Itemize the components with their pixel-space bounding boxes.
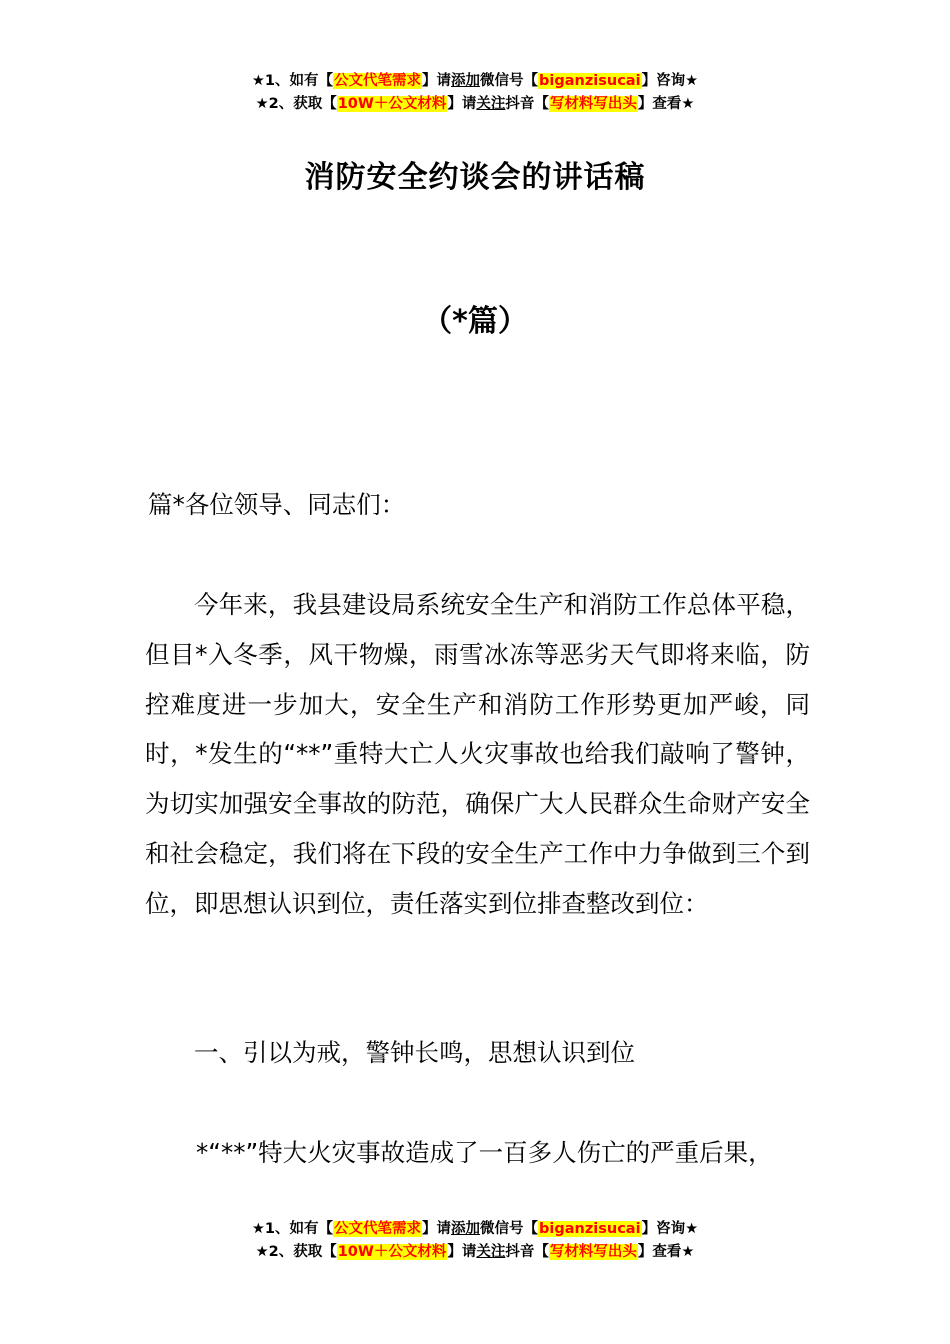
document-subtitle: （*篇） xyxy=(422,304,528,339)
ad-line-2: ★2、获取【10W＋公文材料】请关注抖音【写材料写出头】查看★ xyxy=(255,96,695,112)
ad-highlight: 公文代笔需求 xyxy=(334,1221,422,1237)
document-title: 消防安全约谈会的讲话稿 xyxy=(304,160,646,195)
ad-banner-bottom xyxy=(0,1218,950,1264)
ad-highlight: biganzisucai xyxy=(539,73,641,89)
paragraph-2: *“**”特大火灾事故造成了一百多人伤亡的严重后果， xyxy=(196,1138,773,1167)
ad-highlight: 10W＋公文材料 xyxy=(337,1244,447,1260)
ad-highlight: 写材料写出头 xyxy=(549,96,637,112)
ad-banner-top xyxy=(0,70,950,116)
salutation: 篇*各位领导、同志们： xyxy=(148,490,406,519)
ad-highlight: 公文代笔需求 xyxy=(334,73,422,89)
ad-highlight: biganzisucai xyxy=(539,1221,641,1237)
ad-line-1: ★1、如有【公文代笔需求】请添加微信号【biganzisucai】咨询★ xyxy=(251,73,699,89)
ad-line-1: ★1、如有【公文代笔需求】请添加微信号【biganzisucai】咨询★ xyxy=(251,1221,699,1237)
paragraph-1: 今年来，我县建设局系统安全生产和消防工作总体平稳，但目*入冬季，风干物燥，雨雪冰冻等恶劣天气即将来临，防控难度进一步加大，安全生产和消防工作形势更加严峻，同时，*发生的“**”重特大亡人火灾事故也给我们敲响了警钟，为切实加强安全事故的防范，确保广大人民群众生命财产安全和社会稳定，我们将在下段的安全生产工作中力争做到三个到位，即思想认识到位，责任落实到位排查整改到位： xyxy=(145,590,810,918)
ad-highlight: 写材料写出头 xyxy=(549,1244,637,1260)
ad-highlight: 10W＋公文材料 xyxy=(337,96,447,112)
section-heading-1: 一、引以为戒，警钟长鸣，思想认识到位 xyxy=(194,1038,635,1067)
ad-line-2: ★2、获取【10W＋公文材料】请关注抖音【写材料写出头】查看★ xyxy=(255,1244,695,1260)
